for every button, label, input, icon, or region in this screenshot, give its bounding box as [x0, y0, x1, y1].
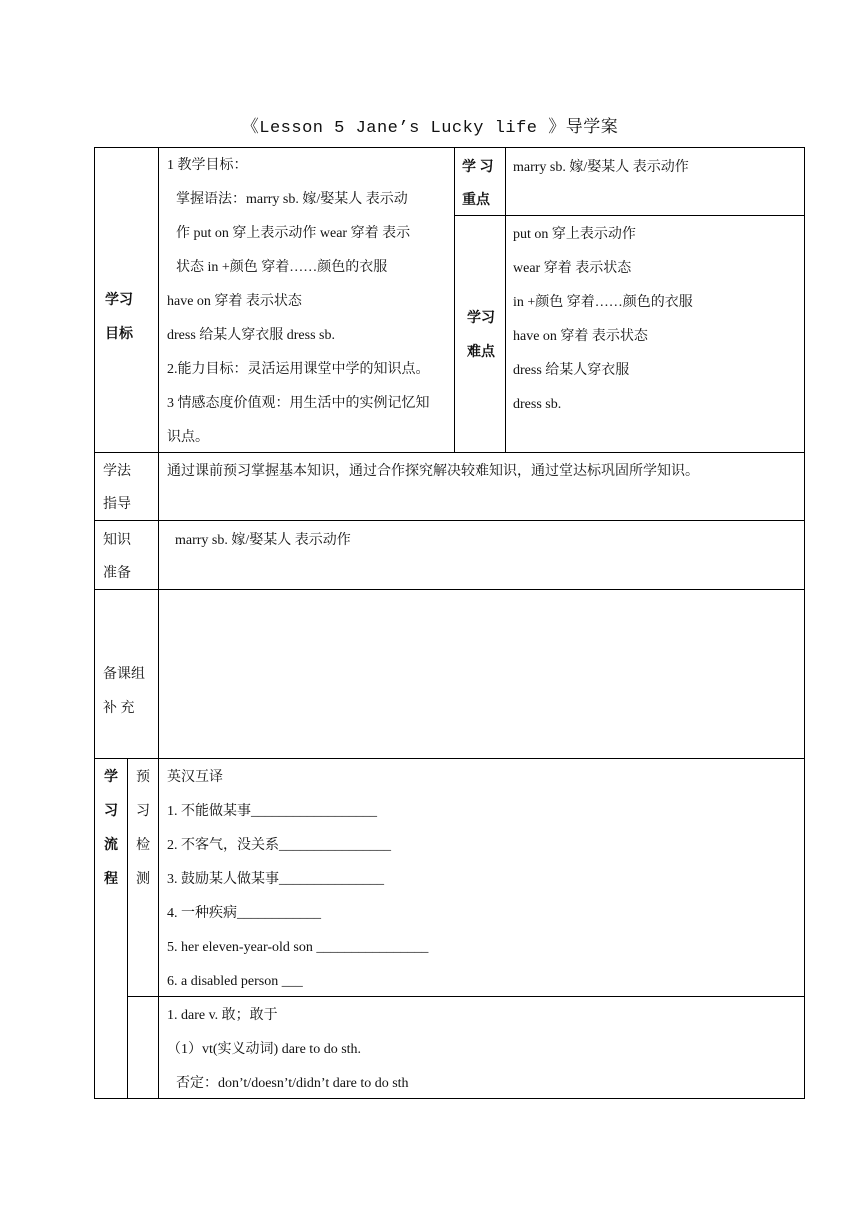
- preview-label-char: 测: [136, 872, 150, 887]
- supplement-label-1: 备课组: [103, 667, 145, 682]
- process-label-char: 学: [104, 770, 118, 785]
- objectives-line: 状态 in +颜色 穿着……颜色的衣服: [176, 260, 388, 275]
- objectives-line: 识点。: [167, 430, 209, 445]
- exercise-item: 3. 鼓励某人做某事_______________: [167, 872, 384, 887]
- supplement-label-2: 补 充: [103, 701, 135, 716]
- difficulties-line: in +颜色 穿着……颜色的衣服: [513, 295, 693, 310]
- method-label-1: 学法: [103, 464, 131, 479]
- page-title: 《Lesson 5 Jane’s Lucky life 》导学案: [241, 119, 619, 138]
- objectives-line: 作 put on 穿上表示动作 wear 穿着 表示: [176, 226, 411, 241]
- difficulties-line: dress 给某人穿衣服: [513, 363, 630, 378]
- difficulties-line: have on 穿着 表示状态: [513, 329, 648, 344]
- objectives-line: 3 情感态度价值观：用生活中的实例记忆知: [167, 396, 430, 411]
- objectives-line: 1 教学目标：: [167, 158, 248, 173]
- objectives-line: 2.能力目标：灵活运用课堂中学的知识点。: [167, 362, 430, 377]
- dare-line: 1. dare v. 敢；敢于: [167, 1008, 278, 1023]
- exercise-item: 6. a disabled person ___: [167, 974, 303, 989]
- preview-label-char: 预: [136, 770, 150, 785]
- difficulties-label-2: 难点: [467, 345, 495, 360]
- exercise-item: 4. 一种疾病____________: [167, 906, 321, 921]
- exercise-item: 1. 不能做某事__________________: [167, 804, 377, 819]
- objectives-line: 掌握语法：marry sb. 嫁/娶某人 表示动: [176, 192, 408, 207]
- key-points-label-2: 重点: [462, 193, 490, 208]
- exercise-item: 2. 不客气，没关系________________: [167, 838, 391, 853]
- process-label-char: 程: [104, 872, 118, 887]
- knowledge-label-1: 知识: [103, 533, 131, 548]
- process-label-char: 习: [104, 804, 118, 819]
- method-text: 通过课前预习掌握基本知识，通过合作探究解决较难知识，通过堂达标巩固所学知识。: [167, 464, 699, 479]
- exercise-heading: 英汉互译: [167, 770, 223, 785]
- objectives-line: have on 穿着 表示状态: [167, 294, 302, 309]
- preview-label-char: 习: [136, 804, 150, 819]
- preview-label-char: 检: [136, 838, 150, 853]
- knowledge-text: marry sb. 嫁/娶某人 表示动作: [175, 533, 351, 548]
- exercise-item: 5. her eleven-year-old son ________________: [167, 940, 429, 955]
- difficulties-line: put on 穿上表示动作: [513, 227, 636, 242]
- key-points-text: marry sb. 嫁/娶某人 表示动作: [513, 160, 689, 175]
- objectives-line: dress 给某人穿衣服 dress sb.: [167, 328, 335, 343]
- dare-line: （1）vt(实义动词) dare to do sth.: [167, 1042, 362, 1057]
- method-label-2: 指导: [103, 497, 131, 512]
- difficulties-line: dress sb.: [513, 397, 562, 412]
- difficulties-label-1: 学习: [467, 311, 495, 326]
- dare-line: 否定：don’t/doesn’t/didn’t dare to do sth: [176, 1076, 409, 1091]
- key-points-label-1: 学 习: [462, 160, 494, 175]
- objectives-label-2: 目标: [105, 327, 133, 342]
- objectives-label-1: 学习: [105, 293, 133, 308]
- knowledge-label-2: 准备: [103, 566, 131, 581]
- process-label-char: 流: [104, 838, 118, 853]
- difficulties-line: wear 穿着 表示状态: [513, 261, 632, 276]
